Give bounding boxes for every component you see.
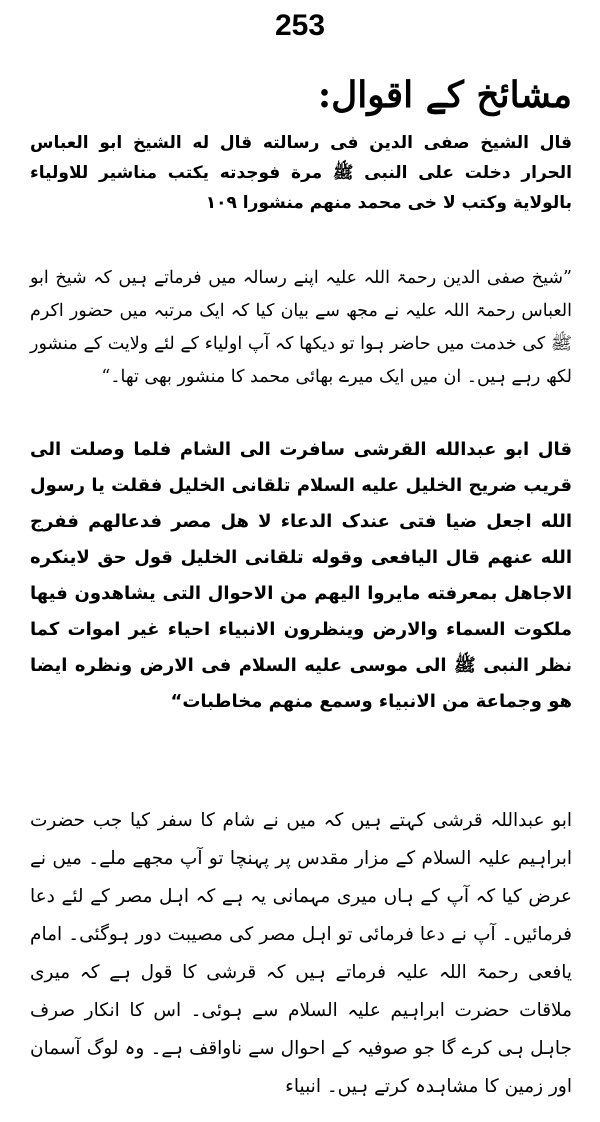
urdu-translation-paragraph: ابو عبداللہ قرشی کہتے ہیں کہ میں نے شام کا سفر کیا جب حضرت ابراہیم علیہ السلام کے مزار مقدس پر پہنچا تو آپ مجھے ملے۔ میں نے عرض کیا کہ آپ کے ہاں میری مہمانی یہ ہے کہ اہل مصر کے لئے دعا فرمائیں۔ آپ نے دعا فرمائی تو اہل مصر کی مصیبت دور ہوگئی۔ امام یافعی رحمۃ اللہ علیہ فرماتے ہیں کہ قرشی کا قول ہے کہ میری ملاقات حضرت ابراہیم علیہ السلام سے ہوئی۔ اس کا انکار صرف جاہل ہی کرے گا جو صوفیہ کے احوال سے ناواقف ہے۔ وہ لوگ آسمان اور زمین کا مشاہدہ کرتے ہیں۔ انبیاء — [30, 810, 572, 1097]
arabic-quote-paragraph: قال الشیخ صفی الدین فی رسالته قال له الشیخ ابو العباس الحرار دخلت علی النبی ﷺ مرة فوجدته یکتب مناشیر للاولیاء بالولایة وکتب لا خی محمد منهم منشورا ۱۰۹ — [30, 133, 572, 213]
section-heading: مشائخ کے اقوال: — [317, 74, 572, 116]
arabic-quote-paragraph: قال ابو عبدالله القرشی سافرت الی الشام فلما وصلت الی قریب ضریح الخلیل علیه السلام تلقانی الخلیل فقلت یا رسول الله اجعل ضیا فتی عندک الدعاء لا هل مصر فدعالهم ففرج الله عنهم قال الیافعی وقوله تلقانی الخلیل قول حق لاینکره الاجاهل بمعرفته مایروا الیهم من الاحوال التی یشاهدون فیها ملکوت السماء والارض وینظرون الانبیاء احیاء غیر اموات کما نظر النبی ﷺ الی موسی علیه السلام فی الارض ونظره ایضا هو وجماعة من الانبیاء وسمع منهم مخاطبات“ — [30, 439, 572, 712]
page-number: 253 — [274, 9, 326, 42]
urdu-translation-paragraph: ”شیخ صفی الدین رحمۃ اللہ علیہ اپنے رسالہ میں فرماتے ہیں کہ شیخ ابو العباس رحمۃ اللہ علیہ نے مجھ سے بیان کیا کہ ایک مرتبہ میں حضور اکرم ﷺ کی خدمت میں حاضر ہوا تو دیکھا کہ آپ اولیاء کے لئے ولایت کے منشور لکھ رہے ہیں۔ ان میں ایک میرے بھائی محمد کا منشور بھی تھا۔“ — [30, 268, 573, 387]
